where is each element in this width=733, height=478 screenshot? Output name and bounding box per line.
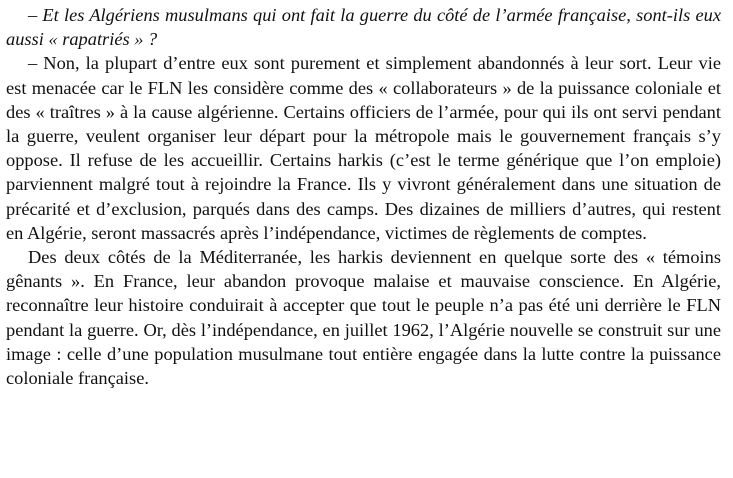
answer-paragraph-2: Des deux côtés de la Méditerranée, les harkis deviennent en quelque sorte des « témoins gênants ». En France, leur abandon provoque malaise et mauvaise conscience. En Algérie, reconnaître leur histoire conduirait à accepter que tout le peuple n’a pas été uni derrière le FLN pendant la guerre. Or, dès l’indépendance, en juillet 1962, l’Algérie nouvelle se construit sur une image : celle d’une population musulmane tout entière engagée dans la lutte contre la puissance coloniale française.: [6, 247, 721, 389]
document-page: [6, 3, 721, 390]
answer-paragraph-1: – Non, la plupart d’entre eux sont purement et simplement abandonnés à leur sort. Leur vie est menacée car le FLN les considère comme des « collaborateurs » de la puissance coloniale et des « traîtres » à la cause algérienne. Certains officiers de l’armée, pour qui ils ont servi pendant la guerre, veulent organiser leur départ pour la métropole mais le gouvernement français s’y oppose. Il refuse de les accueillir. Certains harkis (c’est le terme générique que l’on emploie) parviennent malgré tout à rejoindre la France. Ils y vivront généralement dans une situation de précarité et d’exclusion, parqués dans des camps. Des dizaines de milliers d’autres, qui restent en Algérie, seront massacrés après l’indépendance, victimes de règlements de comptes.: [6, 53, 721, 243]
interviewer-question: – Et les Algériens musulmans qui ont fait la guerre du côté de l’armée française, sont-ils eux aussi « rapatriés » ?: [6, 5, 721, 50]
